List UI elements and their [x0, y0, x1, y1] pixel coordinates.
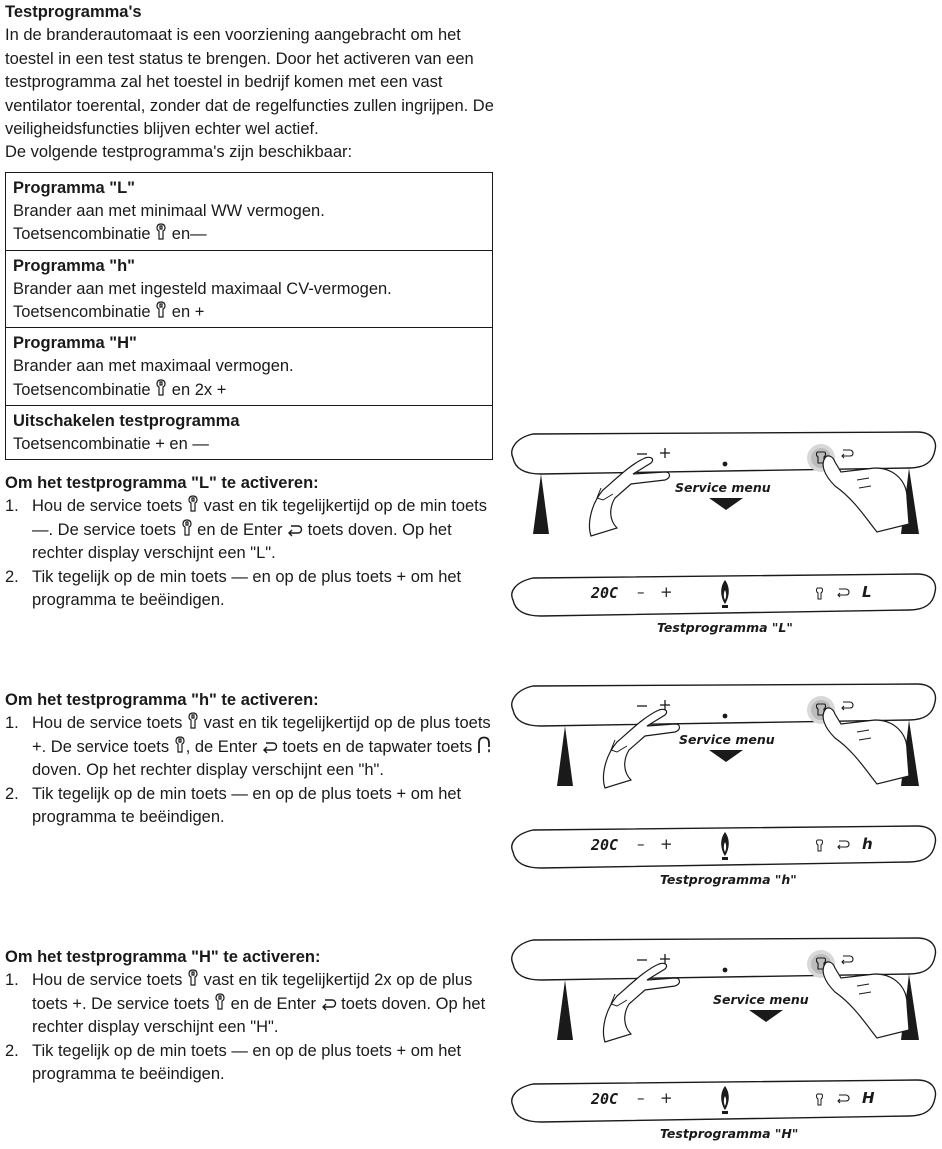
step-number: 1. [5, 714, 19, 733]
program-title: Uitschakelen testprogramma [13, 411, 240, 430]
service-key-icon [174, 736, 186, 754]
section-heading: Om het testprogramma "L" te activeren: [5, 474, 319, 492]
min-key-symbol: — [192, 435, 209, 454]
control-panel-illustration [505, 680, 941, 890]
display-temperature: 20C [591, 836, 619, 854]
tapwater-key-icon [477, 736, 491, 754]
step-text: toets en de tapwater toets [282, 737, 473, 756]
plus-key-symbol: + [194, 303, 205, 322]
display-temperature: 20C [591, 584, 619, 602]
plus-key-symbol: + [396, 567, 407, 586]
section-activate-h-small [5, 689, 495, 829]
display-minus: – [637, 1089, 645, 1107]
step-text: om het programma te beëindigen. [32, 784, 462, 827]
min-key-symbol: — [231, 567, 248, 586]
figure-program-h-large [505, 934, 941, 1144]
step-text: en op de plus toets [252, 784, 392, 803]
display-plus: + [660, 835, 673, 853]
step-text: om het programma te beëindigen. [32, 567, 462, 610]
program-combination [13, 433, 485, 456]
program-box-l [6, 173, 492, 250]
program-description: Brander aan met ingesteld maximaal CV-vermogen. [13, 279, 392, 298]
intro [5, 1, 495, 165]
plus-key-symbol: + [72, 994, 83, 1013]
plus-key-symbol: + [396, 1041, 407, 1060]
plus-key-symbol: + [155, 435, 165, 454]
service-key-icon [187, 495, 199, 513]
step-text: Hou de service toets [32, 971, 183, 990]
display-plus: + [660, 1089, 673, 1107]
step-text: doven. Op het rechter display verschijnt een "h". [32, 761, 384, 780]
step-text: en de Enter [230, 994, 316, 1013]
step-text: vast en tik tegelijkertijd 2x op de plus toets [32, 971, 473, 1013]
combo-and: en [169, 435, 188, 454]
step-number: 2. [5, 1041, 19, 1060]
figure-caption: Testprogramma "L" [657, 620, 793, 635]
program-description: Brander aan met maximaal vermogen. [13, 357, 294, 376]
program-description: Brander aan met minimaal WW vermogen. [13, 202, 325, 221]
figure-caption: Testprogramma "h" [660, 872, 797, 887]
step-text: en op de plus toets [252, 567, 392, 586]
display-plus: + [660, 583, 673, 601]
service-key-icon [155, 379, 167, 397]
step-1 [5, 712, 495, 782]
display-program-code: h [862, 835, 873, 853]
step-text: . De service toets [41, 737, 170, 756]
step-text: . De service toets [82, 994, 210, 1013]
program-combination [13, 223, 485, 246]
min-key-symbol: — [32, 520, 49, 539]
program-title: Programma "L" [13, 179, 136, 197]
step-text: om het programma te beëindigen. [32, 1041, 462, 1084]
combo-label: Toetsencombinatie [13, 225, 151, 244]
enter-key-icon [262, 740, 278, 754]
step-text: vast en tik tegelijkertijd op de min toets [203, 497, 488, 516]
service-key-icon [155, 223, 167, 241]
section-heading: Om het testprogramma "h" te activeren: [5, 691, 319, 709]
service-menu-label: Service menu [675, 480, 771, 495]
step-2 [5, 783, 495, 830]
step-text: vast en tik tegelijkertijd op de plus toets [203, 714, 491, 733]
display-minus: – [637, 835, 645, 853]
program-box-h-small [6, 250, 492, 328]
section-activate-h-large [5, 946, 495, 1086]
step-text: Hou de service toets [32, 497, 183, 516]
program-box-h-large [6, 327, 492, 405]
step-1 [5, 495, 495, 565]
service-key-icon [155, 301, 167, 319]
service-key-icon [181, 519, 193, 537]
step-text: en de Enter [197, 520, 283, 539]
display-temperature: 20C [591, 1090, 619, 1108]
step-text: , de Enter [185, 737, 258, 756]
step-number: 1. [5, 497, 19, 516]
combo-label: Toetsencombinatie [13, 380, 151, 399]
program-title: Programma "H" [13, 334, 137, 353]
enter-key-icon [321, 997, 337, 1011]
program-combination [13, 301, 485, 324]
intro-available: De volgende testprogramma's zijn beschikbaar: [5, 143, 353, 162]
min-key-symbol: — [231, 784, 248, 803]
display-program-code: L [862, 583, 872, 601]
step-text: Tik tegelijk op de min toets [32, 1041, 227, 1060]
section-activate-l [5, 472, 495, 612]
step-2 [5, 1040, 495, 1087]
step-number: 1. [5, 971, 19, 990]
min-key-symbol: — [231, 1041, 248, 1060]
combo-label: Toetsencombinatie [13, 303, 151, 322]
combo-label: Toetsencombinatie [13, 435, 151, 454]
step-text: toets doven. Op het rechter display verschijnt een "L". [32, 520, 452, 563]
step-text: Tik tegelijk op de min toets [32, 784, 227, 803]
program-combination [13, 379, 485, 402]
plus-key-symbol: + [396, 784, 407, 803]
combo-and: en [171, 225, 191, 244]
service-menu-label: Service menu [713, 992, 809, 1007]
service-key-icon [214, 993, 226, 1011]
plus-key-symbol: + [32, 737, 42, 756]
step-number: 2. [5, 567, 19, 586]
combo-and: en [171, 303, 191, 322]
section-heading: Om het testprogramma "H" te activeren: [5, 948, 321, 966]
figure-program-l [505, 428, 941, 638]
step-text: Hou de service toets [32, 714, 183, 733]
control-panel-illustration [505, 428, 941, 638]
control-panel-illustration [505, 934, 941, 1144]
service-key-icon [187, 712, 199, 730]
program-table [5, 172, 493, 460]
enter-key-icon [287, 523, 303, 537]
step-2 [5, 566, 495, 613]
step-1 [5, 969, 495, 1039]
intro-paragraph: In de branderautomaat is een voorziening aangebracht om het toestel in een test status te brengen. Door het activeren van een testprogramma zal het toestel in bedrijf komen met een vast ventilator toerental, zonder dat de regelfuncties zullen ingrijpen. De veiligheidsfuncties blijven echter wel actief. [5, 26, 494, 139]
page-title: Testprogramma's [5, 3, 142, 21]
combo-and: en 2x [171, 380, 213, 399]
service-menu-label: Service menu [679, 732, 775, 747]
step-text: Tik tegelijk op de min toets [32, 567, 227, 586]
min-key-symbol: — [190, 225, 207, 244]
program-title: Programma "h" [13, 256, 136, 275]
step-number: 2. [5, 784, 19, 803]
service-key-icon [187, 969, 199, 987]
program-box-off [6, 405, 492, 459]
plus-key-symbol: + [216, 380, 227, 399]
figure-caption: Testprogramma "H" [660, 1126, 799, 1141]
step-text: toets doven. Op het rechter display verschijnt een "H". [32, 994, 486, 1037]
step-text: . De service toets [48, 520, 176, 539]
display-program-code: H [862, 1089, 875, 1107]
step-text: en op de plus toets [252, 1041, 392, 1060]
figure-program-h-small [505, 680, 941, 890]
display-minus: – [637, 583, 645, 601]
